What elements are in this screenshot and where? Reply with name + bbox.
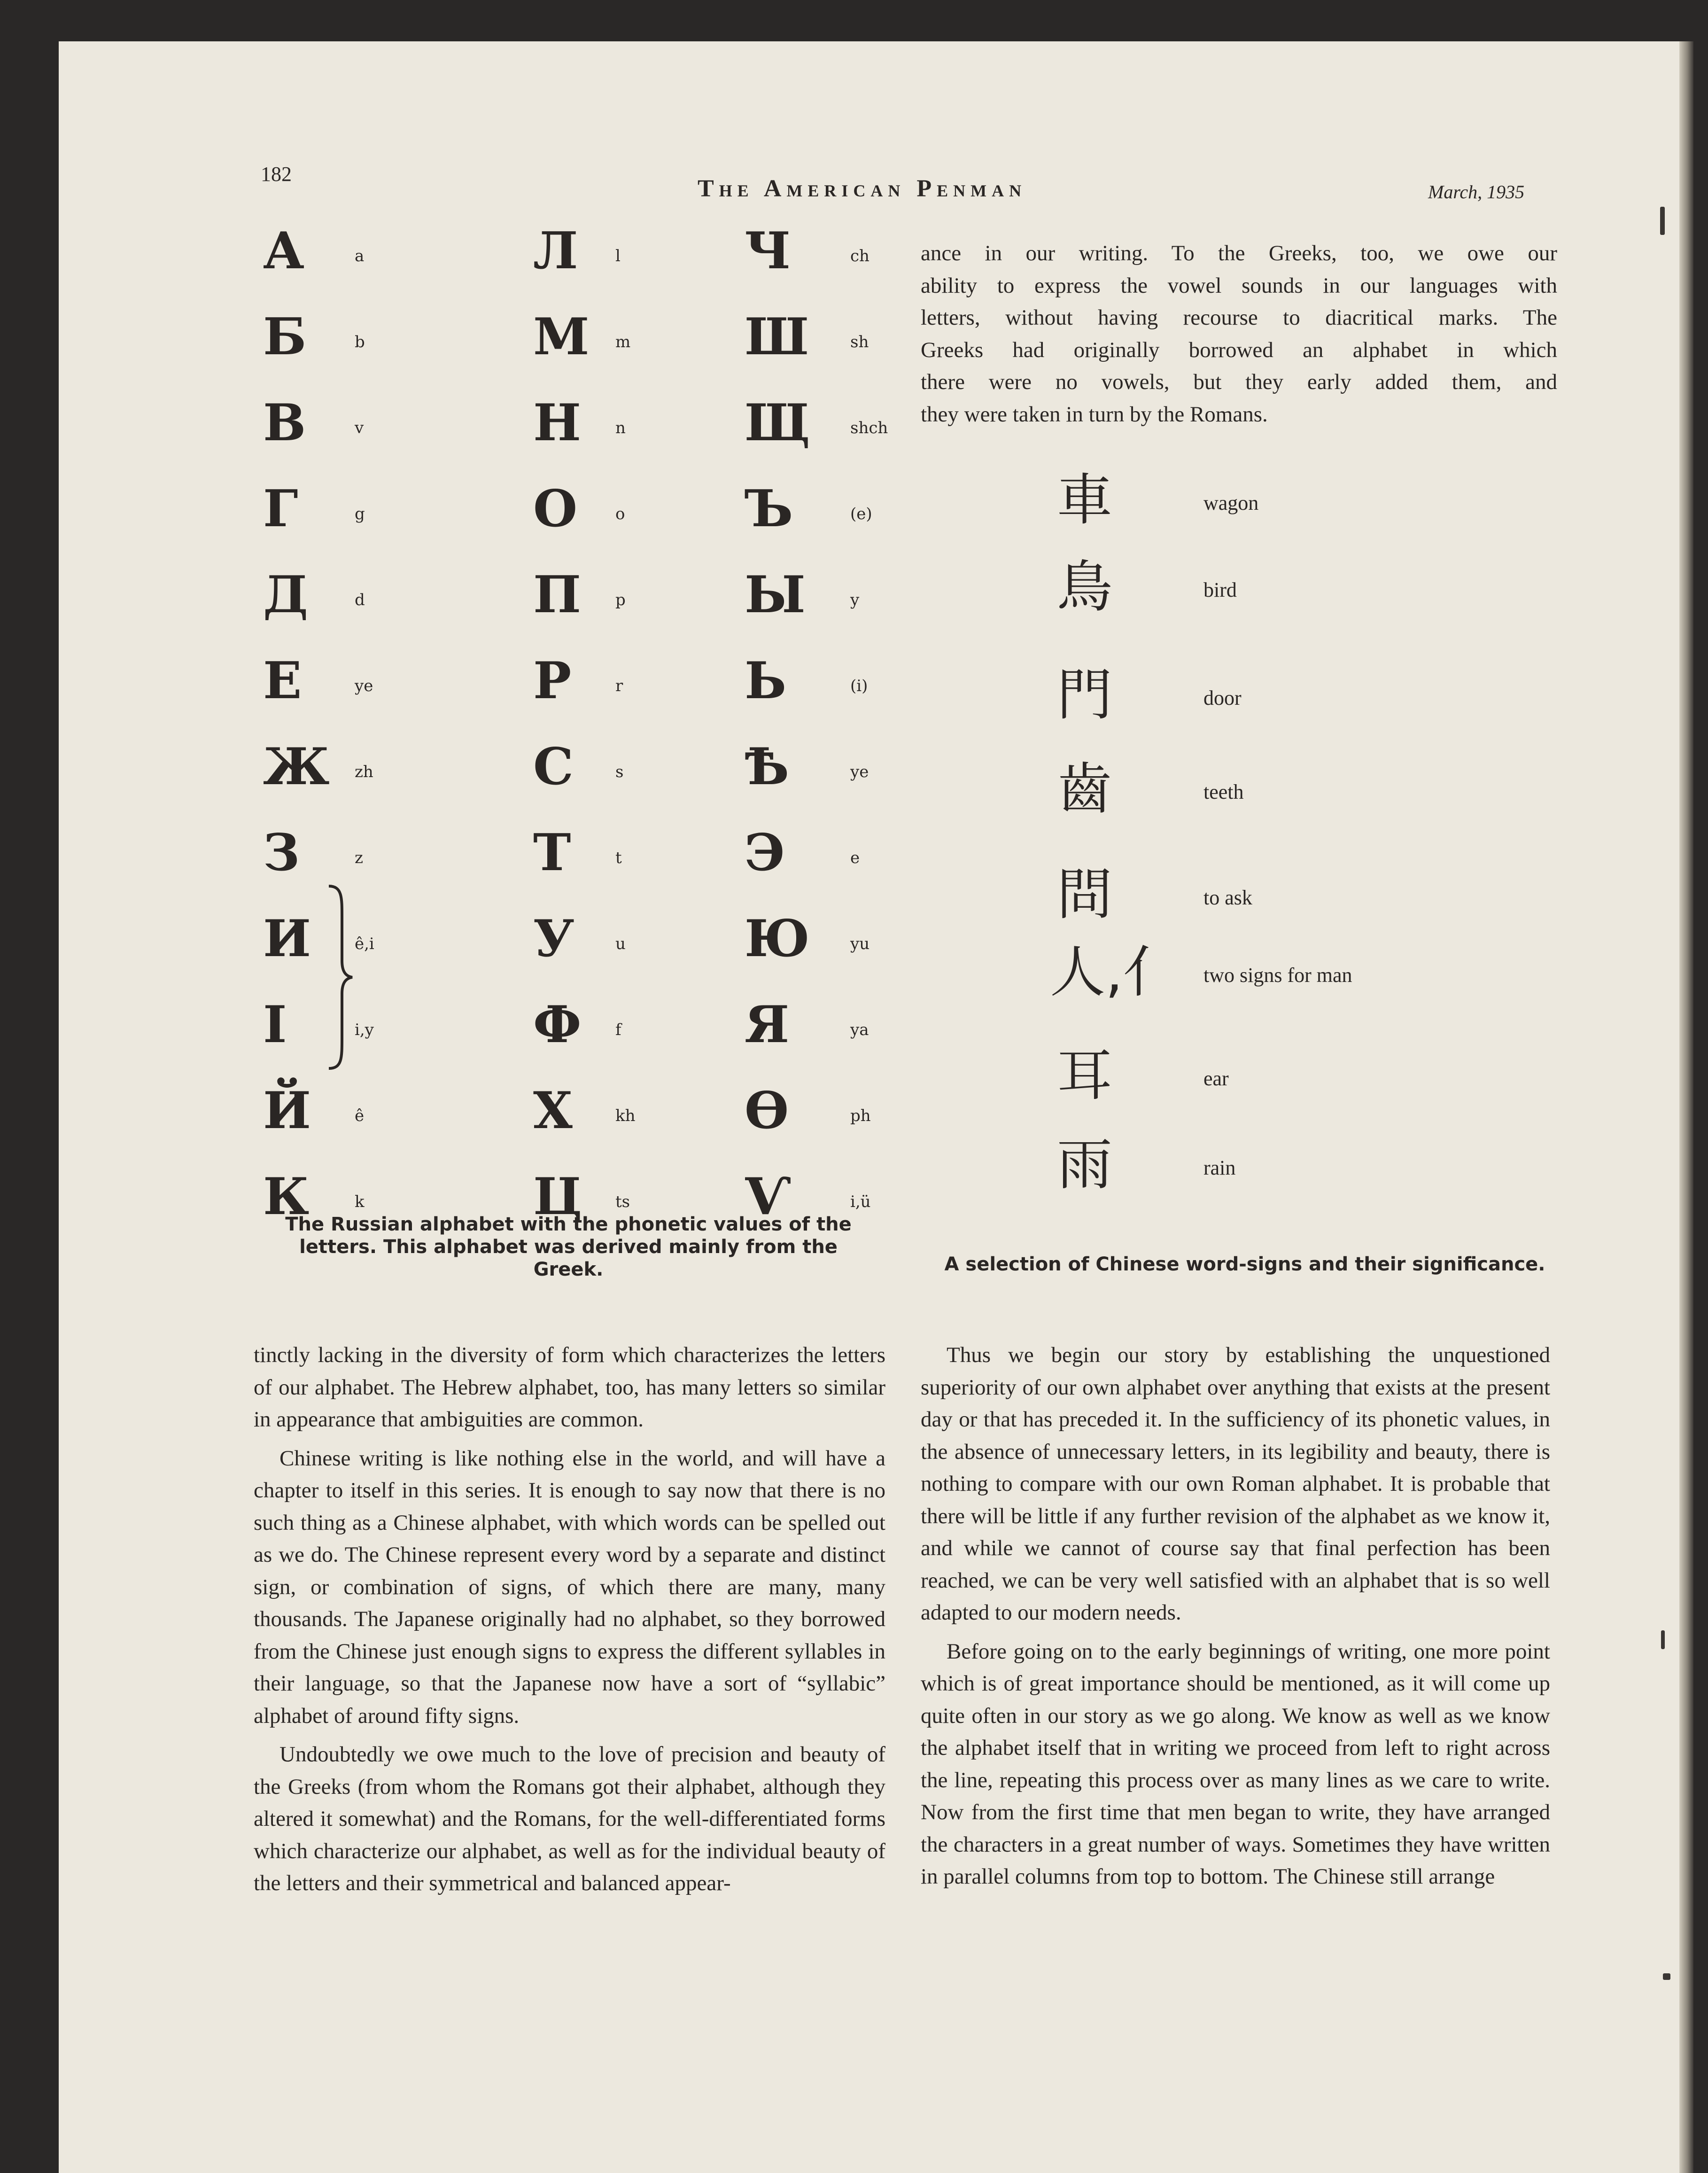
phonetic-value: ê (355, 1106, 365, 1125)
russian-letter: И (263, 909, 311, 968)
phonetic-value: ch (850, 247, 870, 265)
phonetic-value: ye (355, 677, 373, 695)
russian-letter: Ч (745, 221, 791, 280)
russian-letter: Й (263, 1081, 311, 1140)
chinese-sign-meaning: rain (1203, 1156, 1236, 1179)
page-edge (1679, 41, 1693, 2173)
russian-letter: Щ (745, 393, 810, 452)
phonetic-value: i,y (355, 1020, 374, 1039)
ear-sign-icon: 耳 (1057, 1043, 1113, 1108)
text-line: there were no vowels, but they early added them, and (921, 370, 1557, 394)
issue-date: March, 1935 (1428, 181, 1525, 203)
phonetic-value: k (355, 1192, 365, 1211)
to-ask-sign-icon: 問 (1057, 862, 1113, 927)
rain-sign-icon: 雨 (1057, 1132, 1113, 1197)
phonetic-value: p (615, 591, 626, 609)
chinese-sign-meaning: teeth (1203, 780, 1244, 803)
phonetic-value: s (615, 763, 624, 781)
russian-letter: Ѳ (745, 1081, 789, 1140)
russian-letter: Я (745, 995, 790, 1054)
phonetic-value: t (615, 849, 622, 867)
paragraph: Before going on to the early beginnings of writing, one more point which is of great importance should be mentioned, as it will come up quite often in our story as we go along. We know as well as we know the alphabet itself that in writing we proceed from left to right across the line, repeating this process over as many lines as we care to write. Now from the first time that men began to write, they have arranged the characters in a great number of ways. Sometimes they have written in parallel columns from top to bottom. The Chinese still arrange (921, 1639, 1550, 1889)
text-line: ance in our writing. To the Greeks, too, we owe our (921, 241, 1557, 265)
scan-mark (1660, 207, 1665, 235)
phonetic-value: shch (850, 419, 888, 437)
caption-line: The Russian alphabet with the phonetic values of the (285, 1214, 852, 1235)
text-line: Greeks had originally borrowed an alphabet in which (921, 337, 1557, 362)
russian-alphabet-caption (268, 1213, 869, 1281)
russian-letter: Ѵ (745, 1167, 791, 1226)
paragraph: Chinese writing is like nothing else in the world, and will have a chapter to itself in this series. It is enough to say now that there is no such thing as a Chinese alphabet, with which words can be spelled out as we do. The Chinese represent every word by a separate and distinct sign, or combination of signs, of which there are many, many thousands. The Japanese originally had no alphabet, so they borrowed from the Chinese just enough signs to express the different syllables in their language, so that the Japanese now have a sort of “syllabic” alphabet of around fifty signs. (254, 1446, 885, 1728)
phonetic-value: i,ü (850, 1192, 871, 1211)
russian-letter: М (533, 307, 590, 366)
chinese-signs-caption: A selection of Chinese word-signs and their significance. (944, 1254, 1545, 1275)
chinese-sign-meaning: ear (1203, 1067, 1229, 1090)
phonetic-value: d (355, 591, 365, 609)
phonetic-value: e (850, 849, 860, 867)
phonetic-value: r (615, 677, 623, 695)
door-sign-icon: 門 (1057, 662, 1113, 727)
russian-letter: З (263, 823, 300, 882)
page-number: 182 (261, 163, 292, 186)
russian-letter: К (263, 1167, 310, 1226)
russian-letter: Ь (745, 651, 787, 710)
teeth-sign-icon: 齒 (1057, 756, 1113, 821)
phonetic-value: u (615, 935, 626, 953)
phonetic-value: (i) (850, 677, 868, 695)
russian-letter: Ц (533, 1167, 582, 1226)
russian-letter: П (533, 565, 581, 624)
phonetic-value: f (615, 1020, 621, 1039)
russian-letter: Ю (745, 909, 810, 968)
russian-letter: Г (263, 479, 298, 538)
russian-letter: В (263, 393, 306, 452)
phonetic-value: m (615, 333, 631, 351)
phonetic-value: g (355, 505, 365, 523)
phonetic-value: v (355, 419, 364, 437)
text-line: letters, without having recourse to diacritical marks. The (921, 305, 1557, 330)
russian-letter: С (533, 737, 574, 796)
left-column (254, 1339, 885, 1900)
russian-letter: Ш (745, 307, 809, 366)
russian-letter: Н (533, 393, 582, 452)
russian-letter: Р (533, 651, 572, 710)
russian-letter: Д (263, 565, 309, 624)
russian-letter: Х (533, 1081, 573, 1140)
right-column (921, 1339, 1550, 1893)
russian-letter: А (263, 221, 304, 280)
wagon-sign-icon: 車 (1057, 467, 1113, 532)
russian-letter: О (533, 479, 578, 538)
chinese-sign-meaning: to ask (1203, 886, 1252, 909)
phonetic-value: a (355, 247, 365, 265)
caption-line: letters. This alphabet was derived mainly from the (299, 1236, 838, 1258)
russian-letter: Т (533, 823, 571, 882)
phonetic-value: kh (615, 1106, 636, 1125)
phonetic-value: (e) (850, 505, 872, 523)
scan-mark (1661, 1630, 1665, 1649)
russian-letter: Л (533, 221, 578, 280)
brace-icon (326, 883, 354, 1071)
paragraph: tinctly lacking in the diversity of form which characterizes the letters of our alphabet. The Hebrew alphabet, too, has many letters so similar in appearance that ambiguities are common. (254, 1343, 885, 1432)
phonetic-value: l (615, 247, 621, 265)
top-right-paragraph (921, 237, 1557, 430)
chinese-sign-meaning: door (1203, 686, 1242, 709)
paragraph: Undoubtedly we owe much to the love of precision and beauty of the Greeks (from whom the Romans got their alphabet, although they altered it somewhat) and the Romans, for the well-differentiated forms which characterize our alphabet, as well as for the individual beauty of the letters and their symmetrical and balanced appear- (254, 1742, 885, 1895)
russian-letter: Ъ (745, 479, 793, 538)
russian-letter: І (263, 995, 287, 1054)
russian-letter: Ы (745, 565, 806, 624)
russian-letter: Э (745, 823, 785, 882)
phonetic-value: yu (850, 935, 870, 953)
chinese-sign-meaning: two signs for man (1203, 964, 1352, 987)
russian-letter: Е (263, 651, 302, 710)
caption-line: Greek. (533, 1259, 604, 1280)
chinese-sign-meaning: bird (1203, 578, 1237, 601)
russian-letter: У (533, 909, 575, 968)
chinese-sign-meaning: wagon (1203, 491, 1259, 514)
russian-letter: Ж (263, 737, 330, 796)
text-line: they were taken in turn by the Romans. (921, 402, 1268, 427)
phonetic-value: sh (850, 333, 869, 351)
phonetic-value: n (615, 419, 626, 437)
phonetic-value: ya (850, 1020, 869, 1039)
phonetic-value: z (355, 849, 363, 867)
phonetic-value: ye (850, 763, 869, 781)
bird-sign-icon: 鳥 (1057, 554, 1113, 619)
text-line: ability to express the vowel sounds in our languages with (921, 273, 1557, 298)
russian-letter: Б (263, 307, 307, 366)
phonetic-value: y (850, 591, 860, 609)
phonetic-value: ê,i (355, 935, 374, 953)
russian-letter: Ф (533, 995, 582, 1054)
russian-letter: Ѣ (745, 737, 790, 796)
scan-mark (1663, 1973, 1670, 1980)
running-title: The American Penman (698, 175, 1027, 202)
phonetic-value: ph (850, 1106, 871, 1125)
phonetic-value: b (355, 333, 365, 351)
paragraph: Thus we begin our story by establishing the unquestioned superiority of our own alphabet over anything that exists at the present day or that has preceded it. In the sufficiency of its phonetic values, in the absence of unnecessary letters, in its legibility and beauty, there is nothing to compare with our own Roman alphabet. It is probable that there will be little if any further revision of the alphabet as we know it, and while we cannot of course say that final perfection has been reached, we can be very well satisfied with an alphabet that is so well adapted to our modern needs. (921, 1343, 1550, 1625)
phonetic-value: zh (355, 763, 373, 781)
man-signs-icon: 人,亻 (1050, 940, 1179, 1005)
phonetic-value: o (615, 505, 625, 523)
phonetic-value: ts (615, 1192, 630, 1211)
